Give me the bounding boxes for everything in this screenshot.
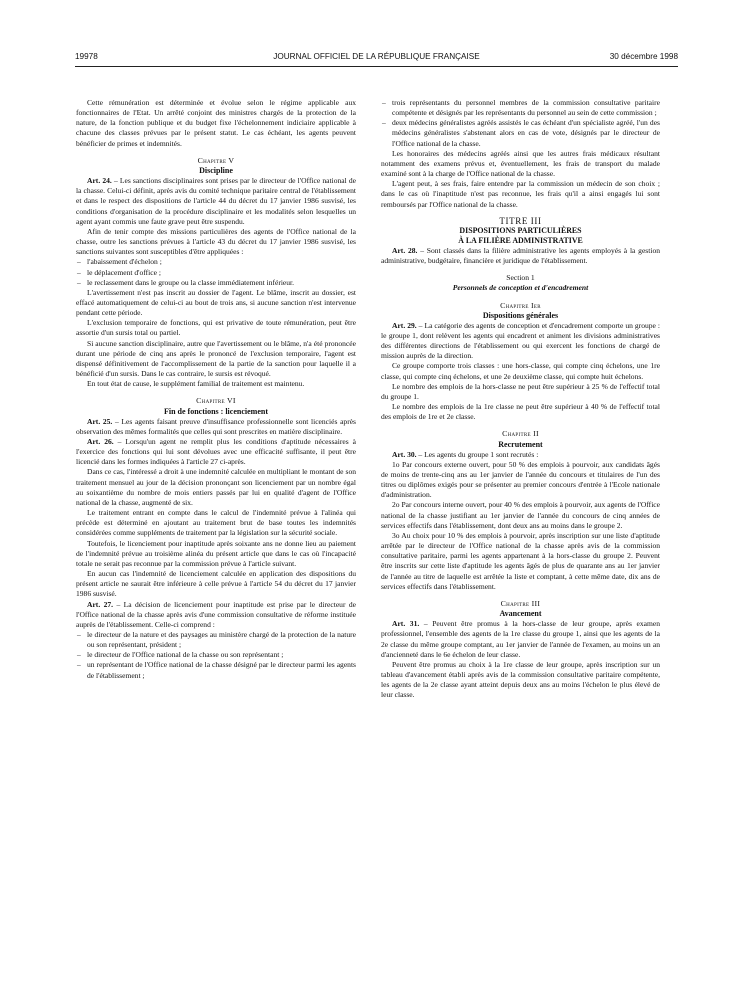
paragraph: Toutefois, le licenciement pour inaptitude après soixante ans ne donne lieu au paiement de l'indemnité prévue au troisième alinéa du présent article que dans le cas où l'incapacité totale ne serait pas reconnue par la commission prévue à l'article suivant. xyxy=(76,538,356,568)
commission-list-continued xyxy=(381,98,660,149)
paragraph: Peuvent être promus au choix à la 1re classe de leur groupe, après inscription sur un tableau d'avancement établi après avis de la commission consultative paritaire compétente, les agents de la 2e classe ayant atteint depuis deux ans au moins l'échelon le plus élevé de leur classe. xyxy=(381,659,660,700)
article-label: Art. 30. xyxy=(392,449,417,459)
article-25 xyxy=(76,417,356,437)
article-label: Art. 25. xyxy=(87,416,113,426)
title-heading: TITRE III xyxy=(499,215,542,226)
paragraph: Si aucune sanction disciplinaire, autre que l'avertissement ou le blâme, n'a été prononcée durant une période de cinq ans après le prononcé de l'exclusion temporaire, l'agent est dispensé définitivement de l'accomplissement de la partie de la sanction pour laquelle il a bénéficié d'un sursis. Dans le cas contraire, le sursis est révoqué. xyxy=(76,338,356,379)
chapter-label: Chapitre II xyxy=(502,429,539,439)
page-number: 19978 xyxy=(75,52,98,61)
article-30 xyxy=(381,450,660,460)
list-item: – le déplacement d'office ; xyxy=(76,268,356,278)
paragraph: Le nombre des emplois de la hors-classe ne peut être supérieur à 25 % de l'effectif total du groupe 1. xyxy=(381,381,660,401)
commission-list xyxy=(76,630,356,681)
right-column xyxy=(381,98,660,700)
article-text: – Les sanctions disciplinaires sont prises par le directeur de l'Office national de la chasse. Celui-ci définit, après avis du comité technique paritaire central de l'établissement et dans le respect des dispositions de l'article 44 du décret du 17 janvier 1986 susvisé, les conditions d'organisation de la procédure disciplinaire et les modalités selon lesquelles un agent ayant commis une faute grave peut être suspendu. xyxy=(76,176,356,226)
list-item: – le directeur de la nature et des paysages au ministère chargé de la protection de la nature ou son représentant, président ; xyxy=(76,630,356,650)
chapter-title: Dispositions générales xyxy=(482,310,559,320)
article-26 xyxy=(76,437,356,467)
chapter-label: Chapitre V xyxy=(197,155,235,165)
article-31 xyxy=(381,619,660,660)
article-text: – Sont classés dans la filière administrative les agents employés à la gestion administrative, budgétaire, financière et juridique de l'établissement. xyxy=(381,245,660,266)
article-label: Art. 31. xyxy=(392,619,420,629)
paragraph: Le nombre des emplois de la 1re classe ne peut être supérieur à 40 % de l'effectif total des emplois de 1re et 2e classe. xyxy=(381,402,660,422)
left-column xyxy=(76,98,356,681)
chapter-title: Fin de fonctions : licenciement xyxy=(164,406,268,416)
article-text: – Les agents du groupe 1 sont recrutés : xyxy=(416,449,539,459)
list-item: – un représentant de l'Office national de la chasse désigné par le directeur parmi les agents de l'établissement ; xyxy=(76,660,356,680)
article-29 xyxy=(381,321,660,362)
journal-title: JOURNAL OFFICIEL DE LA RÉPUBLIQUE FRANÇAISE xyxy=(273,52,480,61)
chapter-title: Discipline xyxy=(199,165,233,175)
article-text: – La décision de licenciement pour inaptitude est prise par le directeur de l'Office national de la chasse après avis d'une commission consultative de réforme instituée auprès de l'établissement. Celle-ci comprend : xyxy=(76,599,356,629)
article-28 xyxy=(381,246,660,266)
article-27 xyxy=(76,600,356,630)
paragraph: L'exclusion temporaire de fonctions, qui est privative de toute rémunération, peut être assortie d'un sursis total ou partiel. xyxy=(76,318,356,338)
article-text: – Les agents faisant preuve d'insuffisance professionnelle sont licenciés après observation des mêmes formalités que celles qui sont prescrites en matière disciplinaire. xyxy=(76,416,356,436)
article-text: – La catégorie des agents de conception et d'encadrement comporte un groupe : le groupe 1, dont relèvent les agents qui encadrent et animent les divisions administratives des différentes directions de l'établissement ou qui exercent les fonctions de chargé de mission auprès de la direction. xyxy=(381,320,660,361)
section-label: Section 1 xyxy=(506,273,535,283)
title-subheading: DISPOSITIONS PARTICULIÈRES xyxy=(459,225,582,235)
page-header xyxy=(75,52,678,66)
chapter-label: Chapitre III xyxy=(500,598,541,608)
header-rule xyxy=(75,66,678,67)
paragraph: Ce groupe comporte trois classes : une hors-classe, qui compte cinq échelons, une 1re classe, qui compte cinq échelons, et une 2e deuxième classe, qui compte huit échelons. xyxy=(381,361,660,381)
article-label: Art. 28. xyxy=(392,245,418,255)
list-item: – trois représentants du personnel membres de la commission consultative paritaire compétente et désignés par les représentants du personnel au sein de cette commission ; xyxy=(381,98,660,118)
list-item: – le directeur de l'Office national de la chasse ou son représentant ; xyxy=(76,650,356,660)
article-text: – Peuvent être promus à la hors-classe de leur groupe, après examen professionnel, l'ensemble des agents de la 1re classe du groupe 1, ainsi que les agents de la 2e classe du même groupe comptant, au 1er janvier de l'année de l'examen, au moins un an d'ancienneté dans le 6e échelon de leur classe. xyxy=(381,619,660,659)
list-item: – l'abaissement d'échelon ; xyxy=(76,257,356,267)
title-subheading: À LA FILIÈRE ADMINISTRATIVE xyxy=(458,235,583,245)
paragraph: Dans ce cas, l'intéressé a droit à une indemnité calculée en multipliant le montant de son traitement mensuel au jour de la décision prononçant son licenciement par un nombre égal au soixantième du nombre de mois entiers passés par lui en qualité d'agent de l'Office national de la chasse, augmenté de six. xyxy=(76,467,356,507)
list-item: – le reclassement dans le groupe ou la classe immédiatement inférieur. xyxy=(76,278,356,288)
chapter-label: Chapitre VI xyxy=(196,396,236,406)
article-text: – Lorsqu'un agent ne remplit plus les conditions d'aptitude nécessaires à l'exercice des fonctions qui lui sont dévolues avec une efficacité suffisante, il peut être licencié dans les formes indiquées à l'article 27 ci-après. xyxy=(76,437,356,467)
paragraph: Le traitement entrant en compte dans le calcul de l'indemnité prévue à l'alinéa qui précède est déterminé en ajoutant au traitement brut de base toutes les indemnités considérées comme suppléments de traitement par la législation sur la sécurité sociale. xyxy=(76,508,356,538)
paragraph: Cette rémunération est déterminée et évolue selon le régime applicable aux fonctionnaires de l'Etat. Un arrêté conjoint des ministres chargés de la protection de la nature, de la fonction publique et du budget fixe l'échelonnement indiciaire applicable à chacune des classes prévues par le présent statut. Le cas échéant, les agents peuvent bénéficier de primes et indemnités. xyxy=(76,98,356,148)
article-label: Art. 27. xyxy=(87,599,114,609)
article-24 xyxy=(76,176,356,227)
chapter-title: Recrutement xyxy=(498,439,543,449)
section-title: Personnels de conception et d'encadrement xyxy=(452,283,589,293)
paragraph: Afin de tenir compte des missions particulières des agents de l'Office national de la chasse, outre les sanctions prévues à l'article 43 du décret du 17 janvier 1986 susvisé, les sanctions suivantes sont susceptibles d'être appliquées : xyxy=(76,226,356,257)
chapter-label: Chapitre Ier xyxy=(500,300,541,310)
paragraph: En tout état de cause, le supplément familial de traitement est maintenu. xyxy=(87,379,305,389)
paragraph: Les honoraires des médecins agréés ainsi que les autres frais médicaux résultant notamment des examens prévus et, éventuellement, les frais de transport du malade examiné sont à la charge de l'Office national de la chasse. xyxy=(381,148,660,179)
paragraph: 2o Par concours interne ouvert, pour 40 % des emplois à pourvoir, aux agents de l'Office national de la chasse justifiant au 1er janvier de l'année du concours de cinq années de services effectifs dans l'établissement, dont deux ans au moins dans le groupe 2. xyxy=(381,500,660,530)
list-item: – deux médecins généralistes agréés assistés le cas échéant d'un spécialiste agréé, l'un des médecins généralistes s'abstenant alors en cas de vote, désignés par le directeur de l'Office national de la chasse. xyxy=(381,118,660,148)
issue-date: 30 décembre 1998 xyxy=(609,52,678,61)
paragraph: En aucun cas l'indemnité de licenciement calculée en application des dispositions du présent article ne saurait être inférieure à celle prévue à l'article 54 du décret du 17 janvier 1986 susvisé. xyxy=(76,569,356,599)
chapter-title: Avancement xyxy=(499,609,542,619)
article-label: Art. 24. xyxy=(87,176,112,186)
paragraph: L'avertissement n'est pas inscrit au dossier de l'agent. Le blâme, inscrit au dossier, est effacé automatiquement de celui-ci au bout de trois ans, si aucune sanction n'est intervenue pendant cette période. xyxy=(76,287,356,318)
paragraph: L'agent peut, à ses frais, faire entendre par la commission un médecin de son choix ; dans le cas où l'inaptitude n'est pas reconnue, les frais qu'il a ainsi engagés lui sont remboursés par l'Office national de la chasse. xyxy=(381,179,660,209)
sanctions-list xyxy=(76,257,356,287)
paragraph: 3o Au choix pour 10 % des emplois à pourvoir, après inscription sur une liste d'aptitude arrêtée par le directeur de l'Office national de la chasse après avis de la commission consultative paritaire, parmi les agents appartenant à la hors-classe du groupe 2. Peuvent être inscrits sur cette liste d'aptitude les agents âgés de plus de quarante ans au 1er janvier de l'année au titre de laquelle est arrêtée la liste et comptant, à cette même date, dix ans de services effectifs dans l'établissement. xyxy=(381,530,660,591)
article-label: Art. 26. xyxy=(87,437,114,446)
paragraph: 1o Par concours externe ouvert, pour 50 % des emplois à pourvoir, aux candidats âgés de moins de trente-cinq ans au 1er janvier de l'année du concours et titulaires de l'un des titres ou diplômes exigés pour se présenter au premier concours d'entrée à l'Ecole nationale d'administration. xyxy=(381,459,660,500)
article-label: Art. 29. xyxy=(392,320,417,330)
